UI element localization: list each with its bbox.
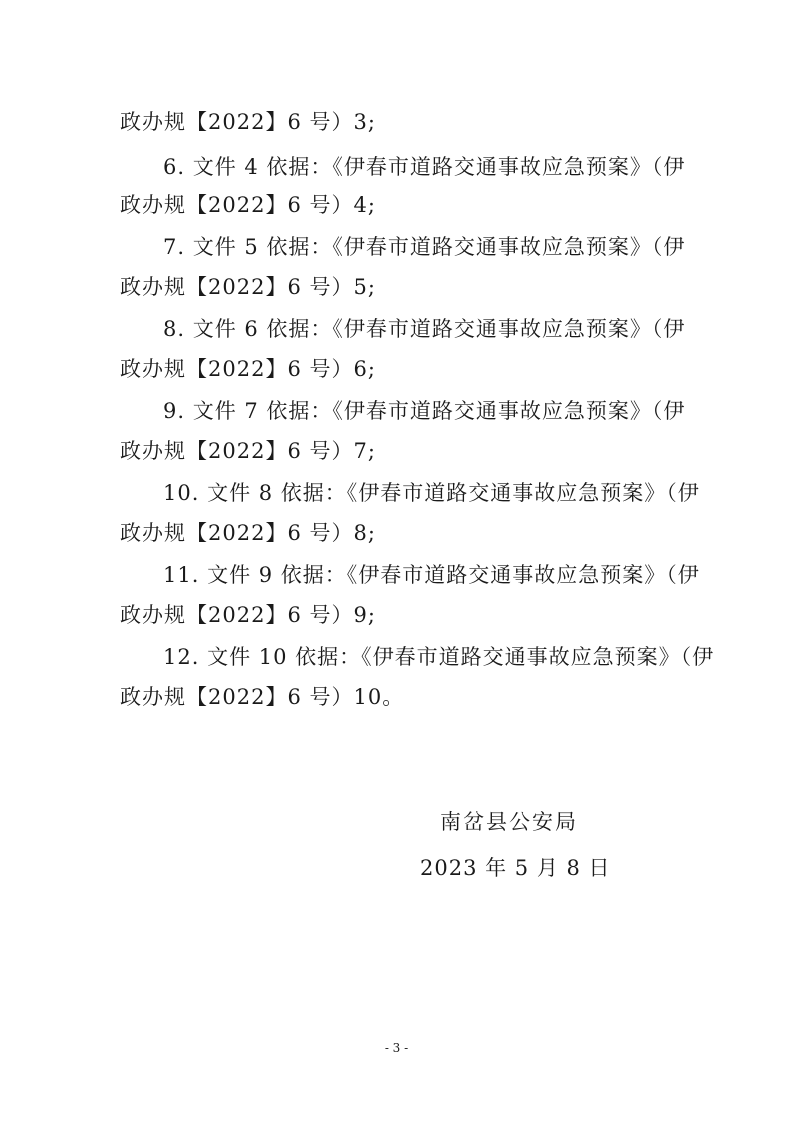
body-line-8: 9. 文件 7 依据：《伊春市道路交通事故应急预案》（伊 <box>163 399 686 423</box>
body-line-7: 政办规【2022】6 号）6; <box>120 357 376 381</box>
body-line-6: 8. 文件 6 依据：《伊春市道路交通事故应急预案》（伊 <box>163 317 686 341</box>
signature-date: 2023 年 5 月 8 日 <box>420 856 611 880</box>
body-line-10: 10. 文件 8 依据：《伊春市道路交通事故应急预案》（伊 <box>163 481 700 505</box>
signature-organization: 南岔县公安局 <box>440 810 578 834</box>
body-line-12: 11. 文件 9 依据：《伊春市道路交通事故应急预案》（伊 <box>163 563 700 587</box>
body-line-3: 政办规【2022】6 号）4; <box>120 193 376 217</box>
body-line-1: 政办规【2022】6 号）3; <box>120 110 376 134</box>
body-line-2: 6. 文件 4 依据：《伊春市道路交通事故应急预案》（伊 <box>163 155 686 179</box>
body-line-14: 12. 文件 10 依据：《伊春市道路交通事故应急预案》（伊 <box>163 645 715 669</box>
body-line-13: 政办规【2022】6 号）9; <box>120 603 376 627</box>
body-line-11: 政办规【2022】6 号）8; <box>120 521 376 545</box>
page-number: - 3 - <box>384 1041 409 1055</box>
body-line-9: 政办规【2022】6 号）7; <box>120 439 376 463</box>
body-line-4: 7. 文件 5 依据：《伊春市道路交通事故应急预案》（伊 <box>163 235 686 259</box>
body-line-15: 政办规【2022】6 号）10。 <box>120 685 405 709</box>
body-line-5: 政办规【2022】6 号）5; <box>120 275 376 299</box>
